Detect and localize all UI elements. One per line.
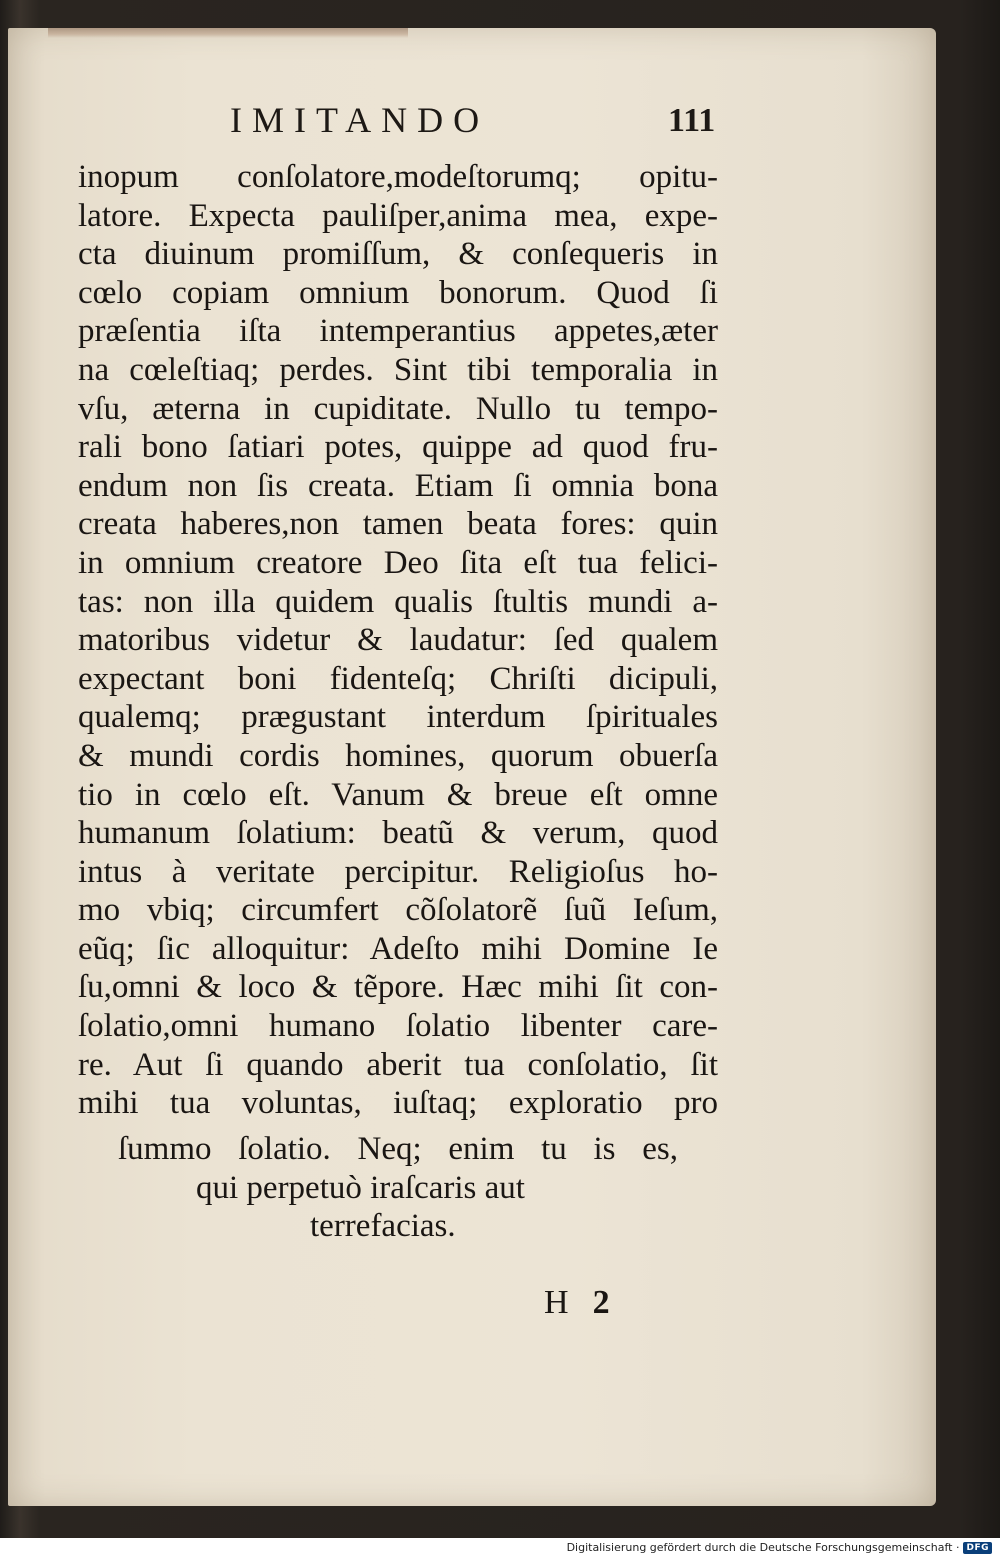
closing-line: terrefacias. <box>310 1208 456 1245</box>
text-line: in omnium creatore Deo ſita eſt tua felici- <box>78 544 718 581</box>
closing-line: qui perpetuò iraſcaris aut <box>196 1169 525 1206</box>
signature-mark <box>544 1284 612 1322</box>
text-line: tio in cœlo eſt. Vanum & breue eſt omne <box>78 776 718 813</box>
page-edge-stain <box>48 28 408 38</box>
signature-letter: H <box>544 1284 571 1321</box>
text-line: rali bono ſatiari potes, quippe ad quod fru- <box>78 429 718 466</box>
text-line: ſu,omni & loco & tẽpore. Hæc mihi ſit con- <box>78 969 718 1006</box>
text-line: cta diuinum promiſſum, & conſequeris in <box>78 236 718 273</box>
text-line: expectant boni fidenteſq; Chriſti dicipuli, <box>78 660 718 697</box>
text-line: na cœleſtiaq; perdes. Sint tibi temporalia in <box>78 351 718 388</box>
text-line: intus à veritate percipitur. Religioſus ho- <box>78 853 718 890</box>
text-line: inopum conſolatore,modeſtorumq; opitu- <box>78 159 718 195</box>
digitization-credit <box>567 1541 992 1554</box>
text-line: præſentia iſta intemperantius appetes,æter <box>78 313 718 350</box>
credit-text: Digitalisierung gefördert durch die Deutsche Forschungsgemeinschaft · <box>566 1541 960 1554</box>
text-line: endum non ſis creata. Etiam ſi omnia bona <box>78 467 718 504</box>
text-line: matoribus videtur & laudatur: ſed qualem <box>78 622 718 659</box>
body-text <box>78 158 718 1123</box>
closing-line: ſummo ſolatio. Neq; enim tu is es, <box>118 1131 678 1167</box>
page-number: 111 <box>668 102 716 139</box>
text-line: creata haberes,non tamen beata fores: quin <box>78 506 718 543</box>
text-line: qualemq; prægustant interdum ſpirituales <box>78 699 718 736</box>
signature-number: 2 <box>592 1284 612 1321</box>
text-line: humanum ſolatium: beatũ & verum, quod <box>78 815 718 852</box>
text-line: re. Aut ſi quando aberit tua conſolatio, ſit <box>78 1046 718 1083</box>
text-line: & mundi cordis homines, quorum obuerſa <box>78 737 718 774</box>
text-line: latore. Expecta pauliſper,anima mea, expe- <box>78 197 718 234</box>
text-line: tas: non illa quidem qualis ſtultis mundi a- <box>78 583 718 620</box>
text-line: vſu, æterna in cupiditate. Nullo tu tempo- <box>78 390 718 427</box>
text-line: mo vbiq; circumfert cõſolatorẽ ſuũ Ieſum, <box>78 892 718 929</box>
text-line: cœlo copiam omnium bonorum. Quod ſi <box>78 274 718 311</box>
dfg-logo-icon: DFG <box>963 1542 992 1554</box>
text-line: mihi tua voluntas, iuſtaq; exploratio pro <box>78 1085 718 1122</box>
text-line: ſolatio,omni humano ſolatio libenter care- <box>78 1008 718 1045</box>
closing-lines <box>78 1130 718 1246</box>
running-head: IMITANDO <box>230 100 490 140</box>
text-line: eũq; ſic alloquitur: Adeſto mihi Domine Ie <box>78 930 718 967</box>
